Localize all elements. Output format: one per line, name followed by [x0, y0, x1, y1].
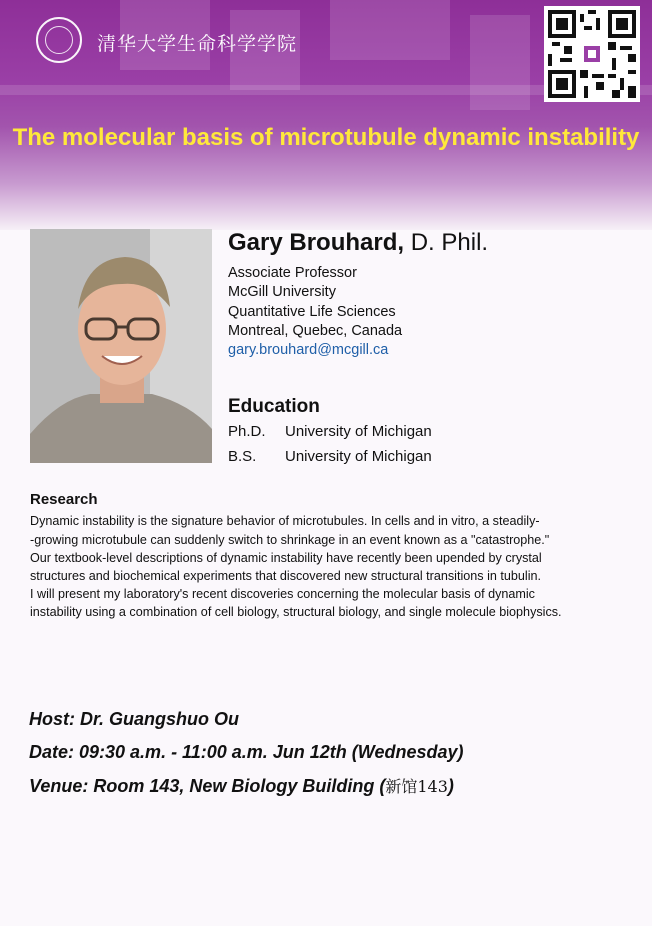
- event-date: Date: 09:30 a.m. - 11:00 a.m. Jun 12th (Wednesday): [29, 742, 464, 762]
- education-row: [228, 448, 432, 465]
- research-line: Dynamic instability is the signature behavior of microtubules. In cells and in vitro, a steadily-: [30, 514, 540, 528]
- research-line: I will present my laboratory's recent discoveries concerning the molecular basis of dynamic: [30, 587, 535, 601]
- speaker-affiliation: [228, 264, 402, 360]
- tsinghua-logo-icon: [36, 17, 82, 63]
- education-school: University of Michigan: [285, 448, 432, 465]
- research-line: Our textbook-level descriptions of dynamic instability have recently been upended by crystal: [30, 551, 542, 565]
- affiliation-line: Associate Professor: [228, 265, 357, 281]
- affiliation-line: Quantitative Life Sciences: [228, 303, 396, 320]
- venue-chinese: 新馆143: [385, 777, 448, 796]
- affiliation-line: McGill University: [228, 284, 336, 301]
- education-degree: B.S.: [228, 448, 257, 465]
- speaker-photo: [30, 229, 212, 463]
- speaker-name: [228, 229, 488, 257]
- education-degree: Ph.D.: [228, 423, 266, 440]
- venue-text: Venue: Room 143, New Biology Building (: [29, 776, 386, 796]
- research-line: instability using a combination of cell biology, structural biology, and single molecule biophysics.: [30, 605, 562, 619]
- qr-code-icon: [544, 6, 640, 102]
- education-row: [228, 423, 432, 440]
- venue-close: ): [447, 776, 454, 796]
- education-heading: Education: [228, 396, 320, 417]
- speaker-degree: D. Phil.: [410, 229, 489, 256]
- school-name: 清华大学生命科学学院: [97, 34, 298, 55]
- research-line: structures and biochemical experiments that discovered new structural transitions in tubulin.: [30, 569, 541, 583]
- affiliation-line: Montreal, Quebec, Canada: [228, 322, 403, 339]
- speaker-email-link[interactable]: gary.brouhard@mcgill.ca: [228, 342, 389, 359]
- header-banner: [0, 0, 652, 230]
- research-line: -growing microtubule can suddenly switch to shrinkage in an event known as a "catastrophe.": [30, 533, 550, 547]
- talk-title: The molecular basis of microtubule dynamic instability: [12, 124, 640, 151]
- event-venue: [29, 774, 454, 797]
- event-host: Host: Dr. Guangshuo Ou: [29, 709, 239, 729]
- speaker-name-text: Gary Brouhard,: [228, 229, 405, 256]
- research-heading: Research: [30, 491, 98, 508]
- education-school: University of Michigan: [285, 423, 432, 440]
